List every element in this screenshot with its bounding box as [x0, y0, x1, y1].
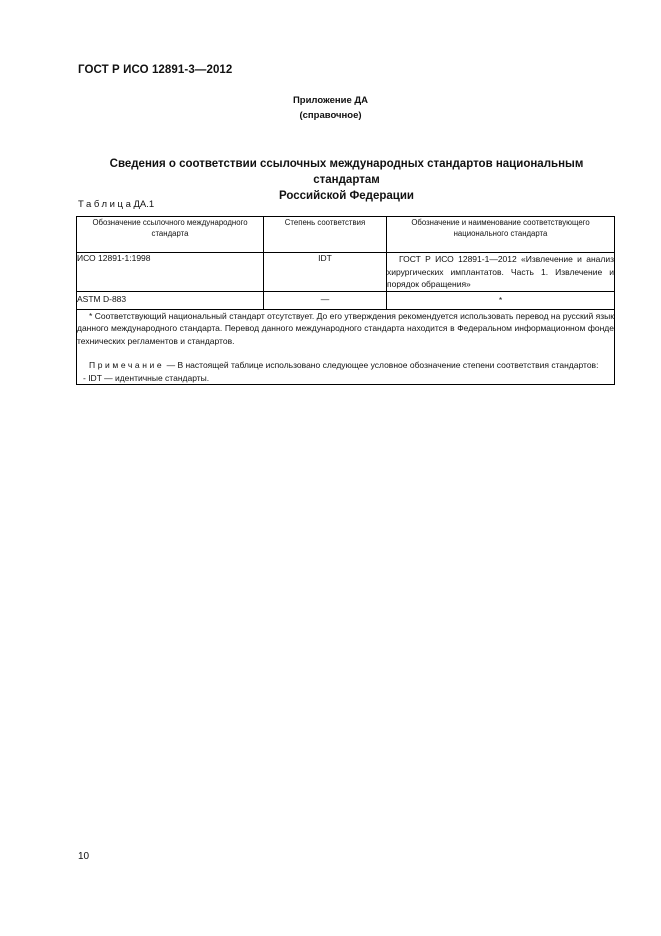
document-header-code: ГОСТ Р ИСО 12891-3—2012 [78, 64, 233, 76]
cell-reference: ASTM D-883 [77, 291, 264, 309]
cell-degree: — [264, 291, 387, 309]
table-header-row [77, 217, 615, 253]
section-title [78, 156, 615, 204]
cell-reference: ИСО 12891-1:1998 [77, 253, 264, 292]
note-label: Примечание [89, 360, 165, 370]
page-number: 10 [78, 851, 90, 862]
note-text: — В настоящей таблице использовано следующее условное обозначение степени соответствия стандартов: [166, 360, 599, 370]
appendix-title: Приложение ДА [292, 95, 369, 106]
correspondence-table [76, 216, 615, 385]
column-header-degree: Степень соответствия [264, 217, 387, 253]
table-footer-row [77, 309, 615, 385]
column-header-reference: Обозначение ссылочного международного стандарта [77, 217, 264, 253]
column-header-national: Обозначение и наименование соответствующего национального стандарта [387, 217, 615, 253]
section-title-line1: Сведения о соответствии ссылочных международных стандартов национальным стандартам [109, 158, 584, 186]
table-footnote: * Соответствующий национальный стандарт отсутствует. До его утверждения рекомендуется использовать перевод на русский язык данного международного стандарта. Перевод данного международного стандарта находится в Федеральном информационном фонде технических регламентов и стандартов. [77, 310, 614, 346]
section-title-line2: Российской Федерации [278, 190, 414, 202]
table-note [77, 359, 614, 372]
table-footnote-cell [77, 309, 615, 385]
table-row [77, 291, 615, 309]
note-item: - IDT — идентичные стандарты. [83, 372, 210, 383]
table-label-number: ДА.1 [133, 199, 155, 210]
cell-national: ГОСТ Р ИСО 12891-1—2012 «Извлечение и анализ хирургических имплантатов. Часть 1. Извлечение и порядок обращения» [387, 254, 614, 289]
table-label [78, 199, 154, 210]
cell-degree: IDT [264, 253, 387, 292]
table-row [77, 253, 615, 292]
appendix-subtitle: (справочное) [299, 110, 362, 121]
cell-national: * [387, 291, 615, 309]
table-label-word: Таблица [78, 199, 134, 210]
